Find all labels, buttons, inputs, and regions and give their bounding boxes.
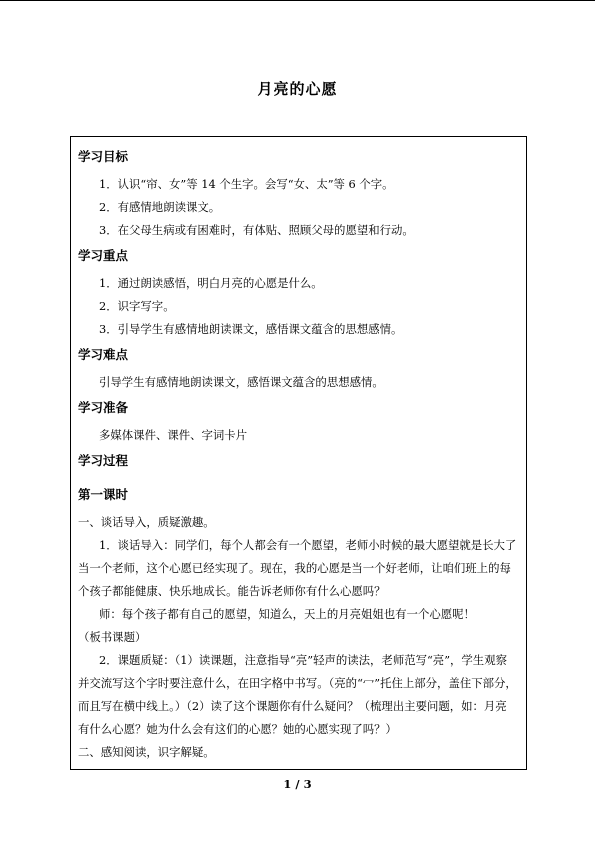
goal-item-2: 2．有感情地朗读课文。	[99, 200, 221, 214]
step-1-title: 一、谈话导入，质疑激趣。	[78, 515, 215, 529]
spacer	[78, 477, 518, 481]
difficulty-text: 引导学生有感情地朗读课文，感悟课文蕴含的思想感情。	[99, 375, 384, 389]
focus-item-2: 2．识字写字。	[99, 299, 175, 313]
heading-lesson-1: 第一课时	[78, 487, 129, 502]
goal-item-3: 3．在父母生病或有困难时，有体贴、照顾父母的愿望和行动。	[99, 223, 414, 237]
prep-text: 多媒体课件、课件、字词卡片	[99, 428, 248, 442]
step-1-paragraph-1: 1．谈话导入：同学们，每个人都会有一个愿望，老师小时候的最大愿望就是长大了当一个老师，这个心愿已经实现了。现在，我的心愿是当一个好老师，让咱们班上的每个孩子都能健康、快乐地成长。能告诉老师你有什么心愿吗？	[78, 538, 517, 598]
heading-goals: 学习目标	[78, 149, 129, 164]
step-2-title: 二、感知阅读，识字解疑。	[78, 745, 215, 759]
content-body	[71, 137, 526, 770]
goal-item-1: 1．认识“帘、女”等 14 个生字。会写“女、太”等 6 个字。	[99, 177, 394, 191]
content-table	[70, 136, 527, 770]
heading-difficulty: 学习难点	[78, 347, 129, 362]
focus-item-1: 1．通过朗读感悟，明白月亮的心愿是什么。	[99, 276, 323, 290]
heading-focus: 学习重点	[78, 248, 129, 263]
focus-item-3: 3．引导学生有感情地朗读课文，感悟课文蕴含的思想感情。	[99, 322, 403, 336]
heading-prep: 学习准备	[78, 400, 129, 415]
step-1-note: （板书课题）	[78, 630, 147, 644]
page-number: 1 / 3	[283, 777, 312, 791]
step-1-paragraph-2: 师：每个孩子都有自己的愿望，知道么，天上的月亮姐姐也有一个心愿呢！	[99, 607, 475, 621]
header-rule	[0, 0, 595, 1]
heading-process: 学习过程	[78, 453, 129, 468]
step-1-paragraph-3: 2．课题质疑：（1）读课题，注意指导“亮”轻声的读法，老师范写“亮”，学生观察并交流写这个字时要注意什么，在田字格中书写。（亮的“冖”托住上部分，盖住下部分，而且写在横中线上。）（2）读了这个课题你有什么疑问？（梳理出主要问题，如：月亮有什么心愿？她为什么会有这们的心愿？她的心愿实现了吗？）	[78, 653, 517, 736]
document-title: 月亮的心愿	[257, 80, 338, 98]
step-2-paragraph-1	[78, 764, 518, 770]
